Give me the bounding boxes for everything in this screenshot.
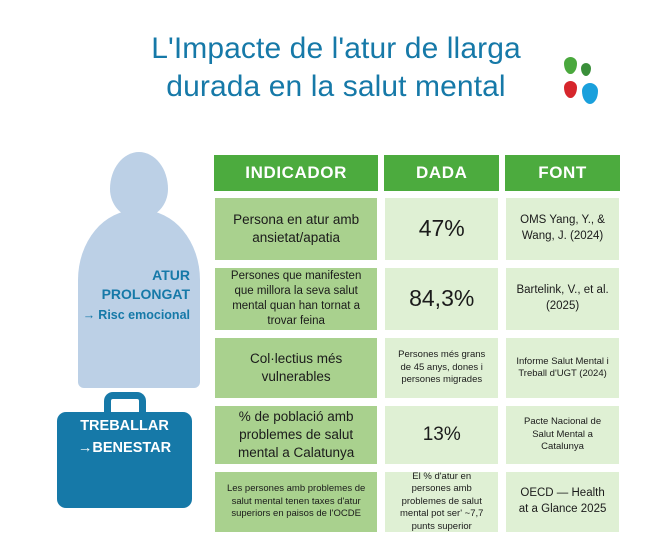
unemployment-label-line-1: ATUR [152,267,190,283]
briefcase-icon [57,392,192,510]
column-header-indicator: INDICADOR [214,155,378,191]
cell-data: 13% [384,405,499,465]
wellbeing-label [57,438,192,460]
emotional-risk-label [60,307,190,324]
title-line-1: L'Impacte de l'atur de llarga [151,32,521,65]
droplet-red-icon [564,81,577,98]
cell-data: 47% [384,197,499,261]
unemployment-label-line-2: PROLONGAT [101,285,190,302]
cell-data: El % d'atur en persones amb problemes de salut mental pot ser' ~7,7 punts superior [384,471,499,533]
cell-indicator: Persona en atur amb ansietat/apatia [214,197,378,261]
droplet-blue-icon [582,83,598,104]
column-header-source: FONT [505,155,620,191]
arrow-right-icon: → [82,307,96,322]
work-wellbeing-label [57,416,192,460]
data-table [214,155,620,539]
arrow-right-icon-2: → [77,439,93,456]
table-row [214,471,620,533]
cell-indicator: Col·lectius més vulnerables [214,337,378,399]
emotional-risk-text: Risc emocional [98,307,190,322]
cell-source: Pacte Nacional de Salut Mental a Catalunya [505,405,620,465]
cell-source: OMS Yang, Y., & Wang, J. (2024) [505,197,620,261]
droplet-dark-green-icon [581,63,591,76]
droplet-green-icon [564,57,577,74]
table-row [214,337,620,399]
droplets-decoration [564,57,610,107]
work-label: TREBALLAR [80,418,169,434]
table-header-row [214,155,620,191]
title-line-2: durada en la salut mental [166,69,506,103]
wellbeing-text: BENESTAR [92,439,172,456]
person-head-shape [110,152,168,218]
table-row [214,197,620,261]
cell-indicator: Les persones amb problemes de salut mental tenen taxes d'atur superiors en paisos de l'OCDE [214,471,378,533]
cell-data: Persones més grans de 45 anys, dones i persones migrades [384,337,499,399]
column-header-data: DADA [384,155,499,191]
table-row [214,405,620,465]
unemployment-label [60,266,190,324]
cell-indicator: Persones que manifesten que millora la seva salut mental quan han tornat a trovar feina [214,267,378,331]
cell-source: Bartelink, V., et al. (2025) [505,267,620,331]
cell-data: 84,3% [384,267,499,331]
cell-source: Informe Salut Mental i Treball d'UGT (2024) [505,337,620,399]
table-row [214,267,620,331]
cell-indicator: % de població amb problemes de salut mental a Calatunya [214,405,378,465]
cell-source: OECD — Health at a Glance 2025 [505,471,620,533]
